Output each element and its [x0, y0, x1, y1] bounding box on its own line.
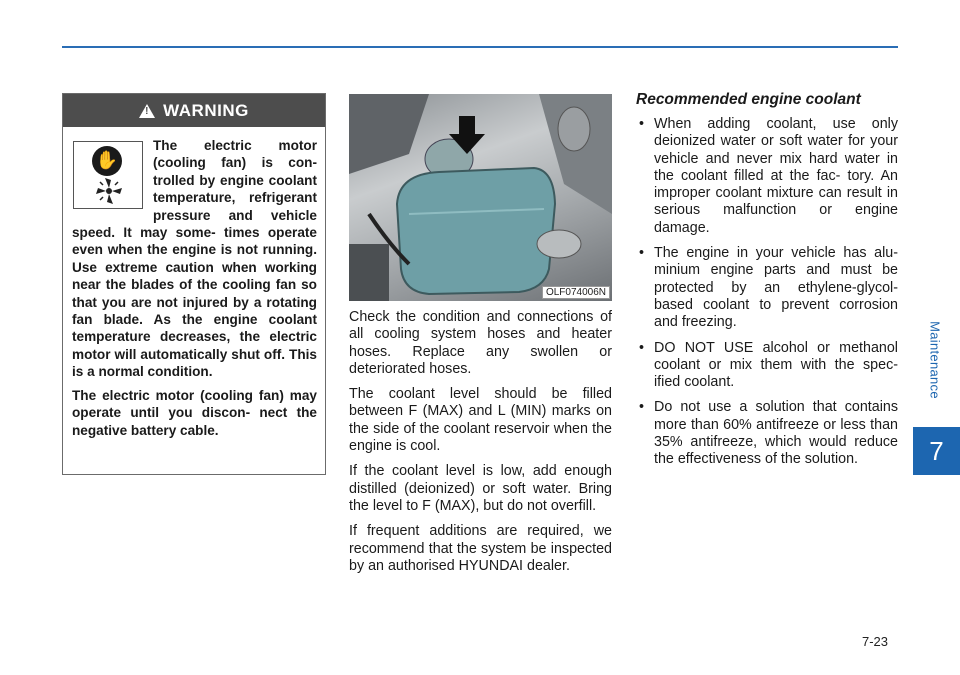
bullet-item: • When adding coolant, use only deionized water or soft water for your vehicle and never mix hard water in the coolant filled at the fac- tory. An improper coolant mixture can result in serious malfunction or engine damage. — [636, 116, 898, 237]
warning-triangle-icon — [139, 104, 155, 118]
bullet-item: • The engine in your vehicle has alu- minium engine parts and must be protected by an ethylene-glycol- based coolant to prevent corrosion and freezing. — [636, 245, 898, 331]
section-heading: Recommended engine coolant — [636, 91, 861, 108]
warning-body — [63, 127, 325, 439]
mid-paragraph-4: If frequent additions are required, we recommend that the system be inspected by an authorised HYUNDAI dealer. — [349, 523, 612, 574]
mid-paragraph-2: The coolant level should be filled between F (MAX) and L (MIN) marks on the side of the coolant reservoir when the engine is cool. — [349, 386, 612, 455]
warning-header — [63, 94, 325, 127]
warning-box — [62, 93, 326, 475]
mid-paragraph-3: If the coolant level is low, add enough distilled (deionized) or soft water. Bring the level to F (MAX), but do not overfill. — [349, 463, 612, 514]
mid-paragraph-1: Check the condition and connections of all cooling system hoses and heater hoses. Replace any swollen or deteriorated hoses. — [349, 309, 612, 377]
page-number: 7-23 — [862, 634, 889, 649]
coolant-check-text — [349, 309, 612, 583]
warning-text-2: The electric motor (cooling fan) may operate until you discon- nect the negative battery cable. — [72, 387, 317, 438]
photo-caption: OLF074006N — [542, 286, 610, 299]
chapter-tab: 7 — [913, 427, 960, 475]
warning-text-1: The electric motor (cooling fan) is con- trolled by engine coolant temperature, refrigerant pressure and vehicle speed. It may some- times operate even when the engine is not running. Use extreme caution when working near the blades of the cooling fan so that you are not injured by a rotating fan blade. As the engine coolant temperature decreases, the electric motor will automatically shut off. This is a normal condition. — [72, 138, 317, 380]
bullet-item: • Do not use a solution that contains more than 60% antifreeze or less than 35% antifreeze, which would reduce the effectiveness of the solution. — [636, 399, 898, 468]
fan-hazard-icon — [73, 141, 143, 209]
header-rule — [62, 46, 898, 48]
engine-bay-illustration — [349, 94, 612, 301]
section-label: Maintenance — [927, 321, 943, 399]
fan-blade-icon — [94, 176, 124, 206]
coolant-reservoir-photo — [349, 94, 612, 301]
coolant-bullet-list — [636, 116, 898, 469]
bullet-item: • DO NOT USE alcohol or methanol coolant or mix them with the spec- ified coolant. — [636, 340, 898, 392]
stop-hand-icon: ✋ — [92, 146, 122, 176]
recommended-coolant-section — [636, 91, 898, 477]
warning-title: WARNING — [163, 100, 249, 120]
